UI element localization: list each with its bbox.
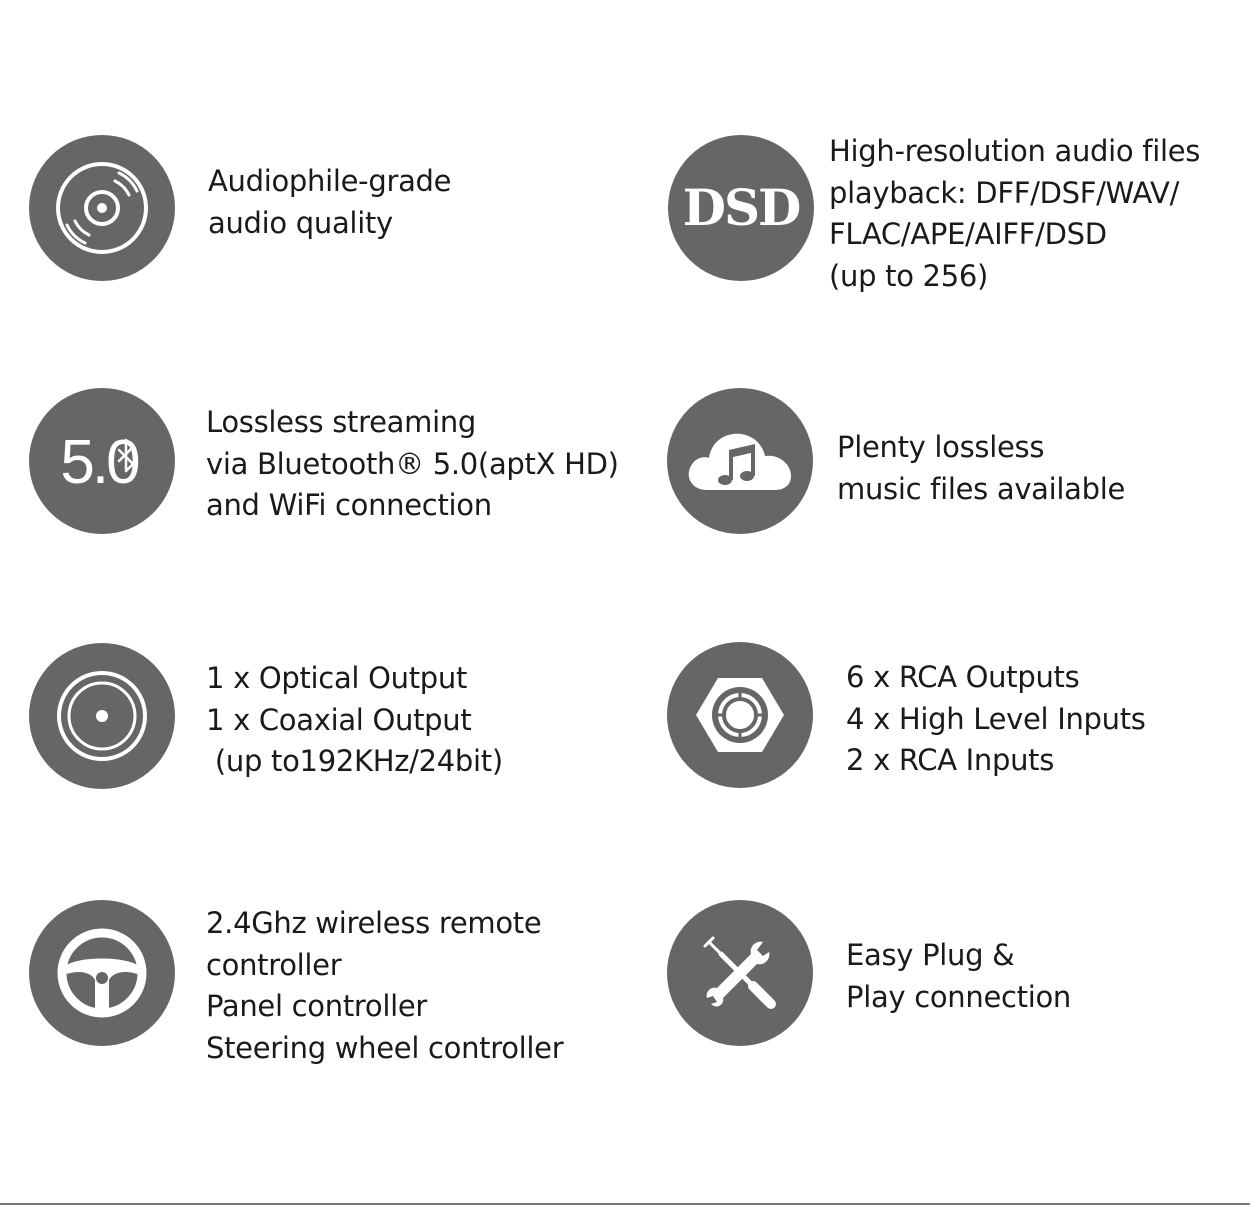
feature-line: Play connection [846,979,1071,1014]
feature-line: Plenty lossless [837,430,1045,464]
feature-line: audio quality [208,205,393,240]
feature-line: 1 x Coaxial Output [206,702,472,737]
feature-text [206,903,563,1069]
feature-text [206,658,503,783]
feature-line: via Bluetooth® 5.0(aptX HD) [206,446,619,481]
feature-text [206,402,619,527]
feature-line: 2 x RCA Inputs [846,743,1055,777]
bluetooth-5-icon-badge [29,388,175,534]
feature-line: playback: DFF/DSF/WAV/ [829,175,1180,210]
feature-line: Audiophile-grade [208,164,452,198]
feature-text [837,427,1125,510]
dsd-icon-text: DSD [682,178,800,237]
feature-text [829,131,1200,297]
disc-icon-badge [29,135,175,281]
feature-text [846,935,1071,1018]
feature-line: 6 x RCA Outputs [846,660,1080,694]
feature-line: 2.4Ghz wireless remote [206,906,542,940]
feature-line: music files available [837,471,1126,506]
dsd-icon [668,135,814,281]
optical-port-icon-badge [29,643,175,789]
steering-wheel-icon-badge [29,900,175,1046]
bottom-divider [0,1203,1250,1205]
feature-line: Easy Plug & [846,938,1015,972]
bluetooth-5-icon-text: 5.0 [60,428,138,497]
feature-line: controller [206,947,342,982]
optical-port-icon [29,643,175,789]
feature-text [208,161,451,244]
cloud-music-icon [667,388,813,534]
bluetooth-5-icon [29,388,175,534]
disc-icon [29,135,175,281]
dsd-icon-badge [668,135,814,281]
feature-line: 4 x High Level Inputs [846,701,1146,736]
rca-connector-icon-badge [667,642,813,788]
steering-wheel-icon [29,900,175,1046]
feature-line: (up to 256) [829,258,989,293]
feature-line: Lossless streaming [206,405,477,439]
tools-icon [667,900,813,1046]
feature-line: Panel controller [206,989,427,1023]
feature-line: (up to192KHz/24bit) [206,744,503,778]
rca-connector-icon [667,642,813,788]
cloud-music-icon-badge [667,388,813,534]
feature-line: FLAC/APE/AIFF/DSD [829,217,1107,251]
feature-line: 1 x Optical Output [206,661,468,695]
feature-line: Steering wheel controller [206,1030,564,1065]
feature-text [846,657,1146,782]
tools-icon-badge [667,900,813,1046]
feature-line: and WiFi connection [206,488,492,522]
feature-line: High-resolution audio files [829,134,1201,168]
